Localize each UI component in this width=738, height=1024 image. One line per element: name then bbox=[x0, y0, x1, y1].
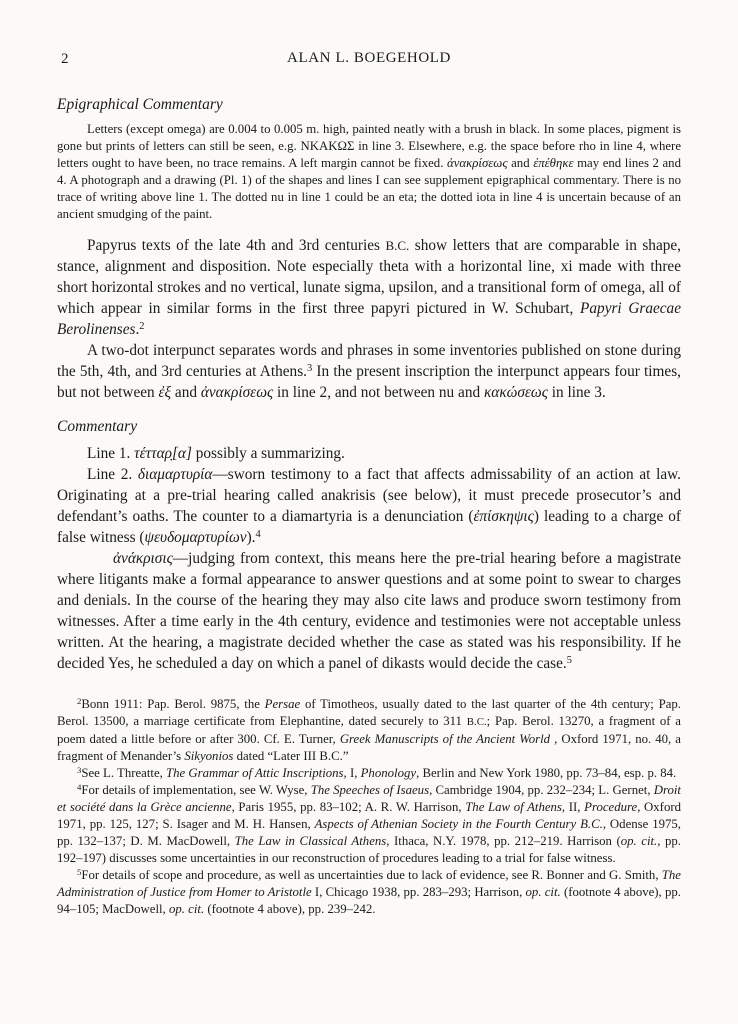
footnotes-section bbox=[57, 696, 681, 918]
page-header bbox=[57, 50, 681, 69]
epigraphical-commentary-heading: Epigraphical Commentary bbox=[57, 96, 223, 113]
footnote-4: $^4$For details of implementation, see W. Wyse, The Speeches of Isaeus, Cambridge 1904, pp. 232–234; L. Gernet, Droit et société dans la Grèce ancienne, Paris 1955, pp. 83–102; A. R. W. Harrison, The Law of Athens, II, Procedure, Oxford 1971, pp. 125, 127; S. Isager and M. H. Hansen, Aspects of Athenian Society in the Fourth Century B.C., Odense 1975, pp. 132–137; D. M. MacDowell, The Law in Classical Athens, Ithaca, N.Y. 1978, pp. 212–219. Harrison (op. cit., pp. 192–197) discusses some uncertainties in our reconstruction of procedures leading to a trial for false witness. bbox=[57, 782, 682, 865]
footnote-2: $^2$Bonn 1911: Pap. Berol. 9875, the Persae of Timotheos, usually dated to the last quarter of the 4th century; Pap. Berol. 13500, a marriage certificate from Elephantine, dated securely to 311 B.C.; Pap. Berol. 13270, a fragment of a poem dated a little before or after 300. Cf. E. Turner, Greek Manuscripts of the Ancient World , Oxford 1971, no. 40, a fragment of Menander’s Sikyonios dated “Later III B.C.” bbox=[57, 696, 681, 763]
epigraphical-commentary-paragraph: Letters (except omega) are 0.004 to 0.005 m. high, painted neatly with a brush in black. In some places, pigment is gone but prints of letters can still be seen, e.g. ΝΚΑΚΩΣ in line 3. Elsewhere, e.g. the space before rho in line 4, where letters ought to have been, no trace remains. A left margin cannot be fixed. ἀνακρίσεως and ἐπέθηκε may end lines 2 and 4. A photograph and a drawing (Pl. 1) of the shapes and lines I can see supplement epigraphical commentary. There is no trace of writing above line 1. The dotted nu in line 1 could be an eta; the dotted iota in line 4 is uncertain because of an ancient smudging of the paint. bbox=[57, 122, 681, 221]
footnote-3: $^3$See L. Threatte, The Grammar of Attic Inscriptions, I, Phonology, Berlin and New York 1980, pp. 73–84, esp. p. 84. bbox=[77, 765, 677, 780]
paragraph-interpunct: A two-dot interpunct separates words and phrases in some inventories published on stone during the 5th, 4th, and 3rd centuries at Athens.$^3$ In the present inscription the interpunct appears four times, but not between ἐξ and ἀνακρίσεως in line 2, and not between nu and κακώσεως in line 3. bbox=[57, 342, 681, 401]
footnote-5: $^5$For details of scope and procedure, as well as uncertainties due to lack of evidence, see R. Bonner and G. Smith, The Administration of Justice from Homer to Aristotle I, Chicago 1938, pp. 283–293; Harrison, op. cit. (footnote 4 above), pp. 94–105; MacDowell, op. cit. (footnote 4 above), pp. 239–242. bbox=[57, 867, 681, 916]
commentary-heading: Commentary bbox=[57, 418, 138, 435]
commentary-line-2: Line 2. διαμαρτυρία—sworn testimony to a fact that affects admissability of an action at law. Originating at a pre-trial hearing called anakrisis (see below), it must precede prosecutor’s and defendant’s oaths. The counter to a diamartyria is a denunciation (ἐπίσκηψις) leading to a charge of false witness (ψευδομαρτυρίων).$^4$ bbox=[57, 466, 681, 546]
commentary-anakrisis-paragraph: ἀνάκρισις—judging from context, this means here the pre-trial hearing before a magistrate where litigants make a formal appearance to answer questions and at some point to swear to charges and denials. In the course of the hearing they may also cite laws and produce sworn testimony from witnesses. After a time early in the 4th century, evidence and testimonies were not acceptable unless written. At the hearing, a magistrate decided whether the case as stated was his responsibility. If he decided Yes, he scheduled a day on which a panel of dikasts would decide the case.$^5$ bbox=[57, 550, 681, 672]
running-head: ALAN L. BOEGEHOLD bbox=[287, 50, 451, 66]
paragraph-papyrus-texts: Papyrus texts of the late 4th and 3rd centuries B.C. show letters that are comparable in shape, stance, alignment and disposition. Note especially theta with a horizontal line, xi made with three short horizontal strokes and no vertical, lunate sigma, upsilon, and a transitional form of omega, all of which appear in similar forms in the first three papyri pictured in W. Schubart, Papyri Graecae Berolinenses.$^2$ bbox=[57, 237, 681, 338]
commentary-line-1: Line 1. τέτταρ̣[α] possibly a summarizing. bbox=[87, 445, 345, 462]
page-number: 2 bbox=[61, 51, 69, 67]
